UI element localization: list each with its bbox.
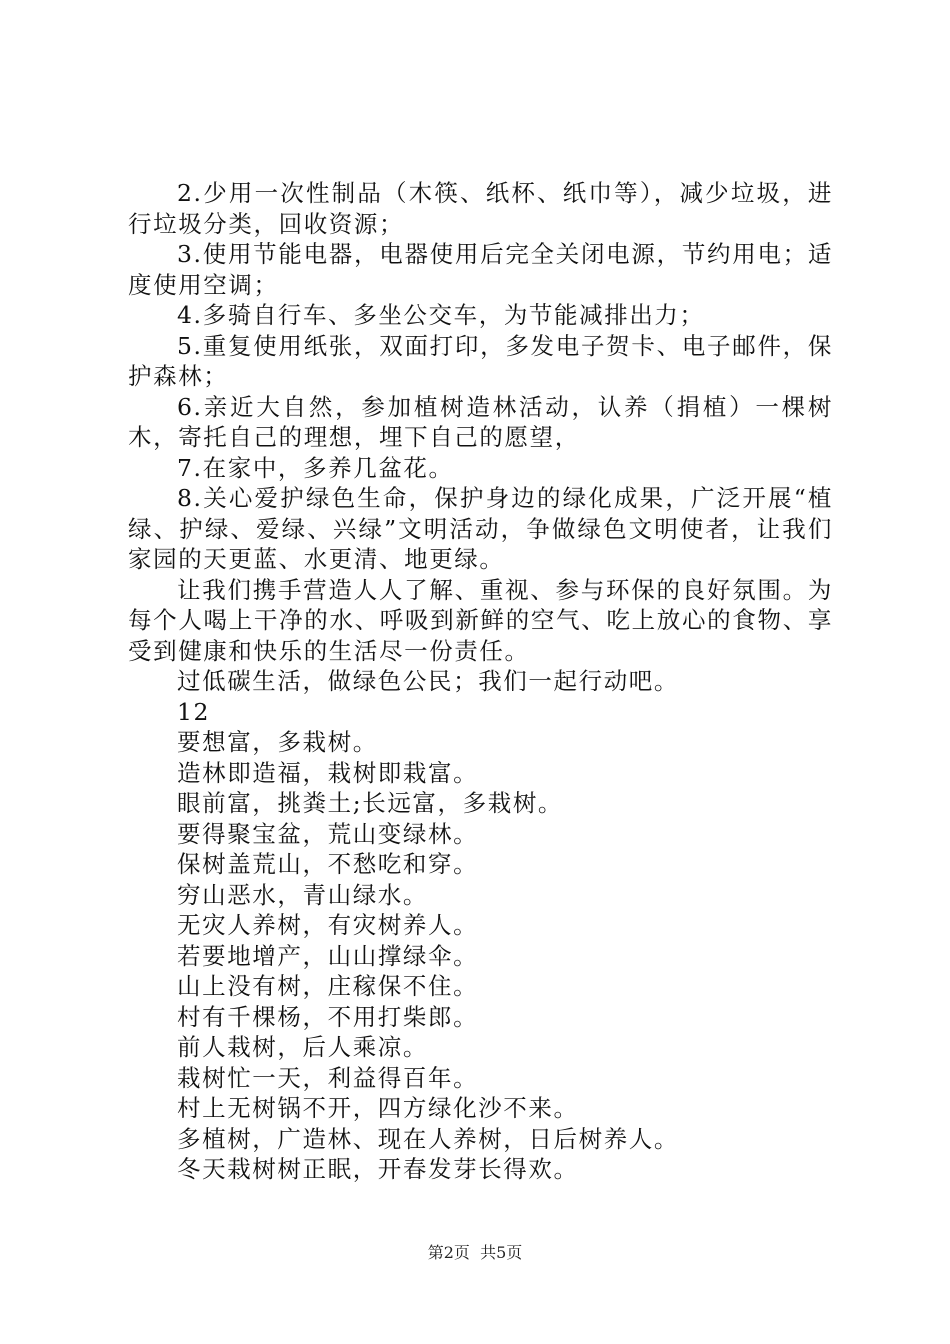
proverb-line: 要想富，多栽树。 [177,728,378,756]
paragraph-item-4: 4.多骑自行车、多坐公交车，为节能减排出力； [177,301,705,329]
paragraph-item-7: 7.在家中，多养几盆花。 [177,453,454,482]
proverb-line: 冬天栽树树正眠，开春发芽长得欢。 [177,1155,579,1183]
document-body [128,178,833,1185]
proverb-line: 眼前富，挑粪土;长远富，多栽树。 [177,789,564,817]
proverb-line: 栽树忙一天，利益得百年。 [177,1063,479,1092]
proverb-line: 造林即造福，栽树即栽富。 [177,758,479,787]
page-number-footer: 第2页 共5页 [427,1243,523,1262]
proverb-line: 村上无树锅不开，四方绿化沙不来。 [177,1094,579,1122]
paragraph-appeal: 让我们携手营造人人了解、重视、参与环保的良好氛围。为每个人喝上干净的水、呼吸到新鲜的空气、吃上放心的食物、享受到健康和快乐的生活尽一份责任。 [128,575,833,665]
paragraph-item-6: 6.亲近大自然，参加植树造林活动，认养（捐植）一棵树木，寄托自己的理想，埋下自己的愿望， [128,392,833,451]
proverb-line: 要得聚宝盆，荒山变绿林。 [177,819,479,848]
paragraph-item-2: 2.少用一次性制品（木筷、纸杯、纸巾等），减少垃圾，进行垃圾分类，回收资源； [128,179,833,238]
proverb-line: 前人栽树，后人乘凉。 [177,1033,428,1061]
paragraph-item-3: 3.使用节能电器，电器使用后完全关闭电源，节约用电；适度使用空调； [128,240,833,299]
proverb-line: 无灾人养树，有灾树养人。 [177,911,479,939]
proverb-line: 若要地增产，山山撑绿伞。 [177,941,479,970]
proverb-line: 保树盖荒山，不愁吃和穿。 [177,850,479,878]
proverb-line: 山上没有树，庄稼保不住。 [177,972,479,1000]
paragraph-item-5: 5.重复使用纸张，双面打印，多发电子贺卡、电子邮件，保护森林； [128,331,833,390]
section-number: 12 [177,697,211,726]
proverb-line: 穷山恶水，青山绿水。 [177,880,428,909]
paragraph-slogan: 过低碳生活，做绿色公民；我们一起行动吧。 [177,667,679,695]
proverb-line: 村有千棵杨，不用打柴郎。 [177,1002,479,1031]
proverb-line: 多植树，广造林、现在人养树，日后树养人。 [177,1124,679,1153]
paragraph-item-8: 8.关心爱护绿色生命，保护身边的绿化成果，广泛开展“植绿、护绿、爱绿、兴绿”文明活动，争做绿色文明使者，让我们家园的天更蓝、水更清、地更绿。 [128,484,833,573]
